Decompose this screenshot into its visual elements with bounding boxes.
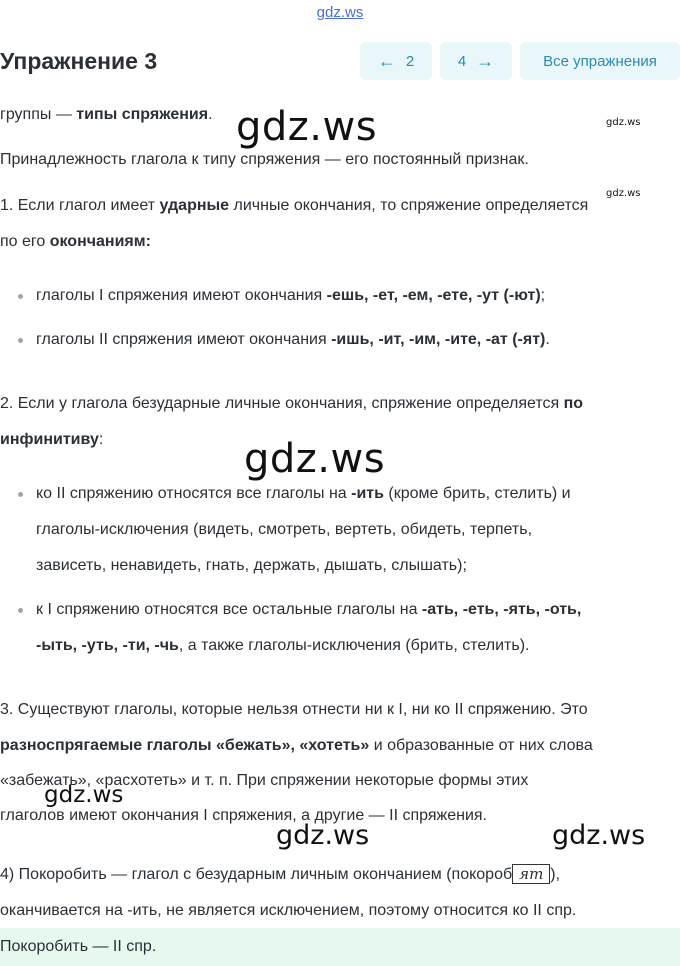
text-line: [0, 196, 588, 216]
text-fragment: (кроме брить, стелить) и: [383, 485, 571, 502]
list-item: [36, 286, 545, 306]
bold-term: -ыть, -уть, -ти, -чь: [36, 637, 179, 654]
text-fragment: :: [98, 431, 104, 448]
text-line: [0, 864, 560, 885]
text-line: [0, 394, 583, 414]
list-item: [36, 600, 581, 620]
bold-term: -ать, -еть, -ять, -оть,: [421, 601, 582, 618]
prev-exercise-button[interactable]: [360, 42, 432, 80]
next-exercise-button[interactable]: [440, 42, 512, 80]
text-fragment: .: [545, 331, 550, 348]
watermark: gdz.ws: [606, 188, 641, 199]
bold-term: инфинитиву: [0, 431, 99, 448]
text-fragment: к I спряжению относятся все остальные глаголы на: [36, 601, 422, 618]
ending-box: ят: [512, 864, 550, 884]
bullet-icon: [18, 294, 23, 299]
watermark: gdz.ws: [552, 820, 646, 851]
text-line: [0, 105, 213, 125]
watermark: gdz.ws: [606, 117, 641, 128]
list-item-continuation: [36, 636, 529, 656]
next-exercise-label: 4: [457, 52, 467, 70]
bold-term: по: [563, 395, 584, 412]
bold-term: -ешь, -ет, -ем, -ете, -ут (-ют): [326, 287, 541, 304]
text-fragment: 2. Если у глагола безударные личные окончания, спряжение определяется: [0, 395, 564, 412]
answer-text: Покоробить — II спр.: [0, 938, 157, 955]
answer-box: [0, 928, 680, 966]
text-fragment: глаголы I спряжения имеют окончания: [36, 287, 327, 304]
text-fragment: ;: [540, 287, 546, 304]
bullet-icon: [18, 608, 23, 613]
watermark: gdz.ws: [236, 104, 378, 150]
text-fragment: 4) Покоробить — глагол с безударным личным окончанием (покороб: [0, 866, 513, 883]
arrow-left-icon: ←: [377, 50, 396, 71]
list-item: [36, 484, 571, 504]
watermark: gdz.ws: [244, 436, 386, 482]
text-line: 3. Существуют глаголы, которые нельзя отнести ни к I, ни ко II спряжению. Это: [0, 701, 588, 718]
watermark: gdz.ws: [44, 782, 124, 808]
bold-term: -ить: [351, 485, 384, 502]
list-item-continuation: глаголы-исключения (видеть, смотреть, вертеть, обидеть, терпеть,: [36, 521, 533, 538]
text-fragment: по его: [0, 233, 50, 250]
text-line: «забежать», «расхотеть» и т. п. При спряжении некоторые формы этих: [0, 772, 529, 789]
text-line: [0, 736, 593, 756]
watermark: gdz.ws: [276, 820, 370, 851]
text-fragment: .: [208, 106, 213, 123]
text-line: [0, 430, 103, 450]
text-line: Принадлежность глагола к типу спряжения — его постоянный признак.: [0, 151, 529, 168]
bold-term: окончаниям:: [49, 233, 151, 250]
text-line: глаголов имеют окончания I спряжения, а другие — II спряжения.: [0, 807, 487, 824]
text-fragment: ко II спряжению относятся все глаголы на: [36, 485, 352, 502]
all-exercises-button[interactable]: Все упражнения: [520, 42, 680, 80]
text-fragment: 1. Если глагол имеет: [0, 197, 160, 214]
bold-term: -ишь, -ит, -им, -ите, -ат (-ят): [331, 331, 546, 348]
arrow-right-icon: →: [476, 50, 495, 71]
site-logo[interactable]: gdz.ws: [316, 4, 364, 21]
text-line: [0, 232, 151, 252]
exercise-nav: [360, 42, 680, 80]
prev-exercise-label: 2: [405, 52, 415, 70]
text-fragment: и образованные от них слова: [369, 737, 593, 754]
text-fragment: группы —: [0, 106, 77, 123]
text-fragment: , а также глаголы-исключения (брить, стелить).: [178, 637, 530, 654]
text-fragment: ),: [550, 866, 561, 883]
bold-term: разноспрягаемые глаголы «бежать», «хотеть»: [0, 737, 370, 754]
bullet-icon: [18, 492, 23, 497]
page-title: Упражнение 3: [0, 48, 158, 74]
text-fragment: глаголы II спряжения имеют окончания: [36, 331, 332, 348]
list-item-continuation: зависеть, ненавидеть, гнать, держать, дышать, слышать);: [36, 557, 467, 574]
text-line: оканчивается на -ить, не является исключением, поэтому относится ко II спр.: [0, 902, 577, 919]
bold-term: ударные: [159, 197, 230, 214]
bold-term: типы спряжения: [76, 106, 209, 123]
bullet-icon: [18, 338, 23, 343]
text-fragment: личные окончания, то спряжение определяется: [229, 197, 589, 214]
list-item: [36, 330, 550, 350]
